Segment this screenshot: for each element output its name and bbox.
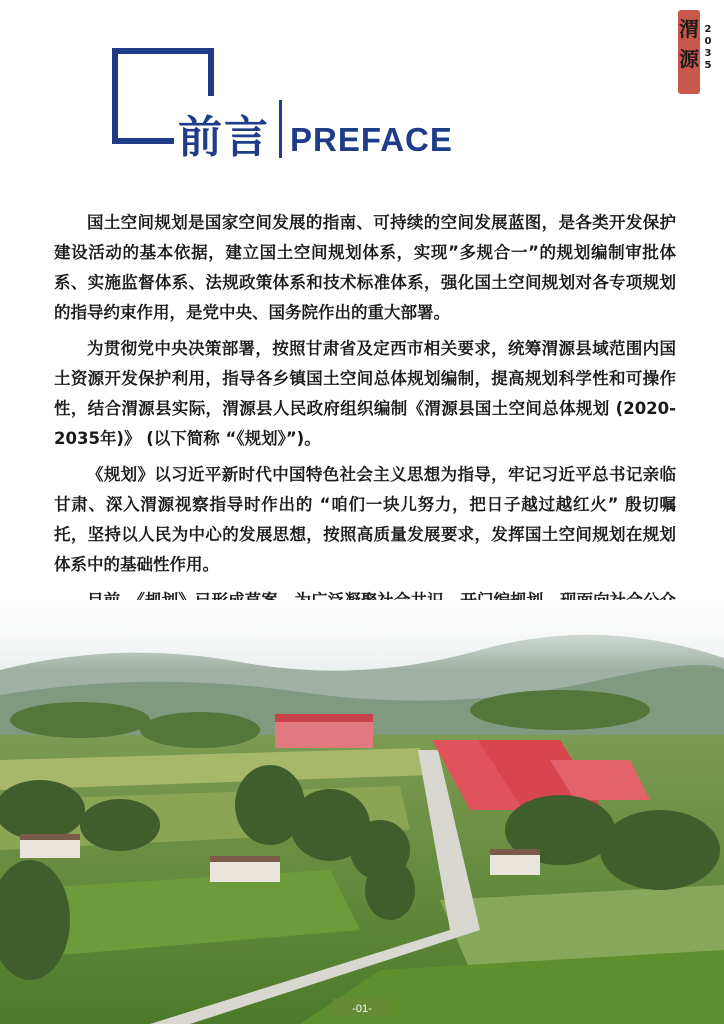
weiyuan-2035-logo [664,6,718,98]
svg-text:3: 3 [704,48,712,59]
page-title-en: PREFACE [290,121,453,158]
page-number: -01- [352,1003,372,1015]
paragraph: 《规划》以习近平新时代中国特色社会主义思想为指导，牢记习近平总书记亲临甘肃、深入渭源视察指导时作出的 “咱们一块儿努力，把日子越过越红火” 殷切嘱托，坚持以人民为中心的发展思想，按照高质量发展要求，发挥国土空间规划在规划体系中的基础性作用。 [54,465,676,574]
paragraph: 国土空间规划是国家空间发展的指南、可持续的空间发展蓝图，是各类开发保护建设活动的基本依据，建立国土空间规划体系，实现”多规合一”的规划编制审批体系、实施监督体系、法规政策体系和技术标准体系，强化国土空间规划对各专项规划的指导约束作用，是党中央、国务院作出的重大部署。 [54,213,676,322]
preface-body [54,208,676,652]
title-separator [279,100,282,158]
svg-text:源: 源 [679,47,699,71]
svg-text:渭: 渭 [679,17,699,41]
page-title-zh: 前言 [174,110,274,166]
paragraph: 为贯彻党中央决策部署，按照甘肃省及定西市相关要求，统筹渭源县域范围内国土资源开发保护利用，指导各乡镇国土空间总体规划编制，提高规划科学性和可操作性，结合渭源县实际，渭源县人民政府组织编制《渭源县国土空间总体规划 (2020-2035年)》 (以下简称 “《规划》”)。 [54,339,676,448]
svg-text:5: 5 [704,60,712,71]
svg-text:2: 2 [704,24,712,35]
photo-fade-overlay [0,600,724,670]
svg-text:0: 0 [704,36,712,47]
